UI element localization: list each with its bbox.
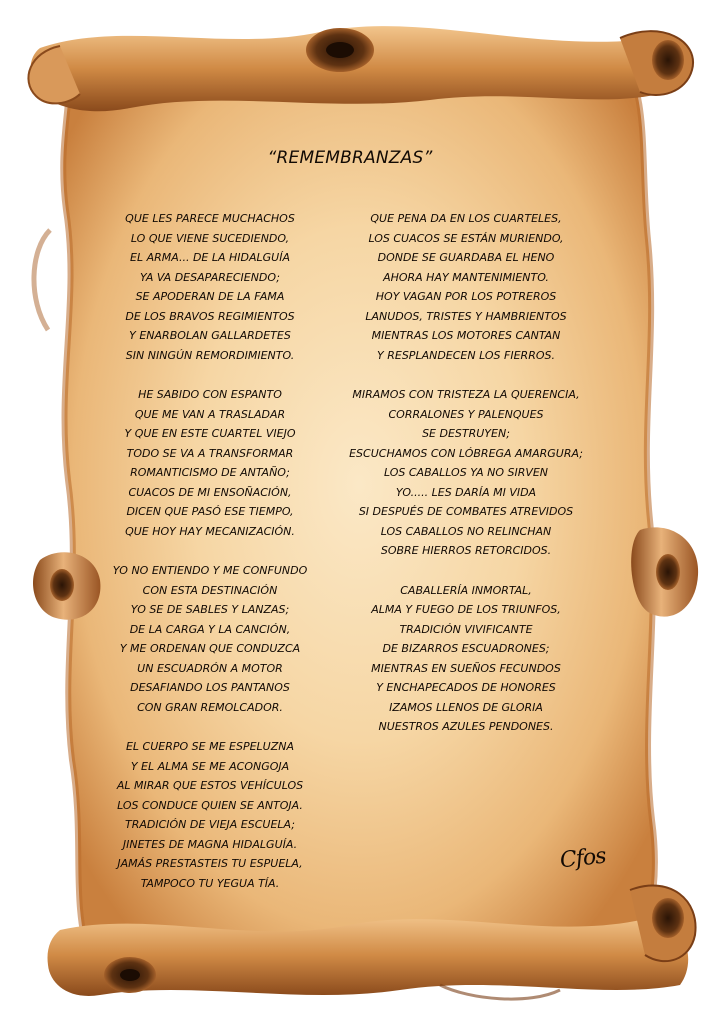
stanza — [100, 737, 320, 893]
poem-line: TAMPOCO TU YEGUA TÍA. — [140, 876, 280, 890]
poem-line: JAMÁS PRESTASTEIS TU ESPUELA, — [117, 857, 303, 870]
poem-line: DE LOS BRAVOS REGIMIENTOS — [125, 309, 295, 323]
poem-line: CON GRAN REMOLCADOR. — [137, 700, 283, 714]
poem-line: HE SABIDO CON ESPANTO — [138, 388, 282, 401]
poem-line: MIENTRAS EN SUEÑOS FECUNDOS — [371, 661, 561, 675]
poem-line: SE APODERAN DE LA FAMA — [135, 290, 285, 303]
poem-line: TRADICIÓN DE VIEJA ESCUELA; — [125, 818, 295, 831]
poem-line: Y ENARBOLAN GALLARDETES — [129, 329, 291, 342]
poem-line: SE DESTRUYEN; — [422, 427, 510, 440]
stanza — [100, 385, 320, 541]
poem-line: DONDE SE GUARDABA EL HENO — [377, 251, 555, 264]
poem-line: IZAMOS LLENOS DE GLORIA — [389, 700, 543, 714]
poem-line: DICEN QUE PASÓ ESE TIEMPO, — [126, 505, 294, 518]
poem-line: ROMANTICISMO DE ANTAÑO; — [130, 466, 290, 479]
poem-line: CABALLERÍA INMORTAL, — [400, 583, 532, 597]
poem-line: CORRALONES Y PALENQUES — [388, 407, 544, 421]
poem-line: LOS CUACOS SE ESTÁN MURIENDO, — [368, 231, 564, 245]
poem-line: CON ESTA DESTINACIÓN — [142, 583, 278, 597]
poem-line: TODO SE VA A TRANSFORMAR — [126, 446, 294, 460]
poem-line: LO QUE VIENE SUCEDIENDO, — [130, 231, 290, 245]
poem-line: YO NO ENTIENDO Y ME CONFUNDO — [112, 564, 308, 577]
poem-line: Y EL ALMA SE ME ACONGOJA — [130, 759, 290, 773]
poem-line: UN ESCUADRÓN A MOTOR — [137, 661, 283, 675]
poem-line: LANUDOS, TRISTES Y HAMBRIENTOS — [365, 309, 567, 323]
poem-line: QUE LES PARECE MUCHACHOS — [125, 212, 295, 225]
poem-line: QUE PENA DA EN LOS CUARTELES, — [370, 212, 562, 225]
poem-line: SI DESPUÉS DE COMBATES ATREVIDOS — [358, 505, 574, 518]
poem-line: QUE ME VAN A TRASLADAR — [134, 407, 286, 421]
poem-line: Y ENCHAPECADOS DE HONORES — [376, 681, 556, 694]
poem-line: HOY VAGAN POR LOS POTREROS — [375, 290, 557, 303]
poem-line: CUACOS DE MI ENSOÑACIÓN, — [128, 485, 292, 499]
stanza — [346, 209, 586, 365]
stanza — [346, 385, 586, 561]
poem-line: MIRAMOS CON TRISTEZA LA QUERENCIA, — [352, 388, 580, 401]
poem-line: Y QUE EN ESTE CUARTEL VIEJO — [124, 427, 296, 440]
poem-line: YO..... LES DARÍA MI VIDA — [395, 485, 537, 499]
poem-line: EL ARMA... DE LA HIDALGUÍA — [130, 251, 290, 264]
poem-line: LOS CABALLOS YA NO SIRVEN — [383, 466, 549, 479]
poem-line: YO SE DE SABLES Y LANZAS; — [130, 603, 290, 616]
poem-right-column — [346, 209, 586, 757]
poem-line: TRADICIÓN VIVIFICANTE — [399, 622, 533, 636]
stanza — [100, 561, 320, 717]
poem-line: AHORA HAY MANTENIMIENTO. — [383, 270, 549, 284]
poem-line: DE BIZARROS ESCUADRONES; — [382, 642, 550, 655]
poem-line: EL CUERPO SE ME ESPELUZNA — [125, 740, 295, 753]
author-signature: Cfos — [558, 843, 607, 874]
poem-title: “REMEMBRANZAS” — [267, 148, 433, 168]
poem-line: DESAFIANDO LOS PANTANOS — [130, 681, 290, 694]
poem-line: DE LA CARGA Y LA CANCIÓN, — [129, 622, 291, 636]
stanza — [346, 581, 586, 737]
poem-line: AL MIRAR QUE ESTOS VEHÍCULOS — [116, 779, 304, 792]
poem-line: ESCUCHAMOS CON LÓBREGA AMARGURA; — [349, 446, 583, 460]
poem-line: Y ME ORDENAN QUE CONDUZCA — [119, 642, 301, 655]
poem-line: SOBRE HIERROS RETORCIDOS. — [380, 544, 552, 557]
poem-line: ALMA Y FUEGO DE LOS TRIUNFOS, — [371, 603, 561, 616]
poem-line: YA VA DESAPARECIENDO; — [140, 270, 280, 284]
stanza — [100, 209, 320, 365]
poem-line: JINETES DE MAGNA HIDALGUÍA. — [122, 837, 298, 851]
poem-line: MIENTRAS LOS MOTORES CANTAN — [371, 329, 561, 342]
poem-left-column — [100, 209, 320, 913]
poem-line: QUE HOY HAY MECANIZACIÓN. — [125, 524, 295, 538]
poem-line: SIN NINGÚN REMORDIMIENTO. — [125, 348, 295, 362]
poem-line: NUESTROS AZULES PENDONES. — [378, 720, 554, 733]
poem-line: LOS CONDUCE QUIEN SE ANTOJA. — [117, 798, 303, 812]
poem-line: Y RESPLANDECEN LOS FIERROS. — [377, 348, 555, 362]
poem-line: LOS CABALLOS NO RELINCHAN — [380, 524, 552, 538]
